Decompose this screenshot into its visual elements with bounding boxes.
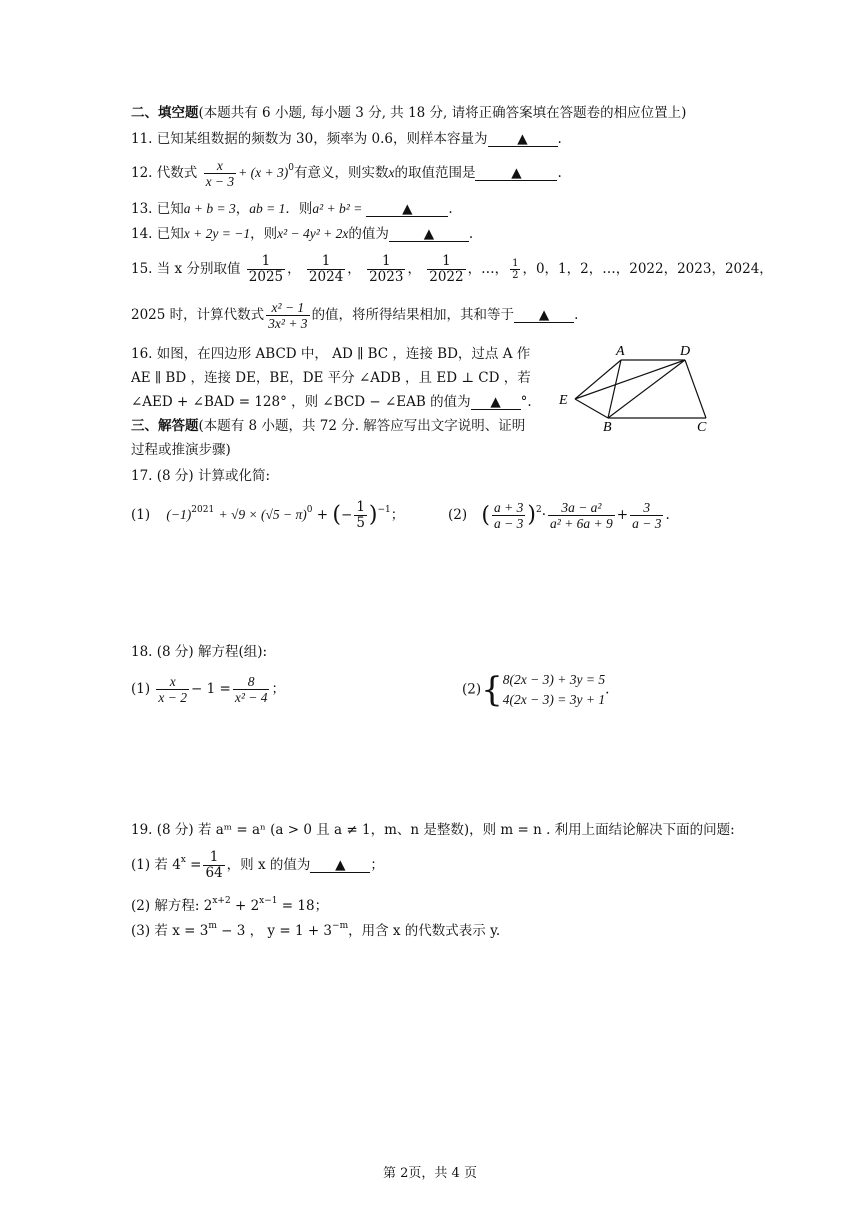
q19-p2c: = 18； xyxy=(277,898,329,914)
frac-den: 2025 xyxy=(248,269,284,285)
equation-1: 8(2x − 3) + 3y = 5 xyxy=(502,672,606,687)
answer-blank xyxy=(514,308,574,323)
label-B: B xyxy=(603,420,612,432)
q18-head: 18. (8 分) 解方程(组): xyxy=(131,644,268,660)
q13-sep: ， xyxy=(235,201,250,217)
question-15: 15. 当 x 分别取值 $\frac{1}{2025}$ ， $\frac{1}{2024}$ ， $\frac{1}{2023}$ ， $\frac{1}{2022}$ ，…， $\frac{1}{2}$ ，0，1，2，…，2022，2023，2024， xyxy=(131,253,773,285)
part-label: (1) xyxy=(131,681,151,697)
q15-mid: ，…， xyxy=(467,261,509,277)
triangle-mark: ▲ xyxy=(402,201,413,217)
q19-p2a: (2) 解方程: 2 xyxy=(131,898,213,914)
question-11: 11. 已知某组数据的频数为 30，频率为 0.6，则样本容量为 ▲ . xyxy=(131,131,562,147)
triangle-mark: ▲ xyxy=(490,394,501,410)
q17-part1 xyxy=(131,500,404,531)
frac-num: a + 3 xyxy=(494,500,524,515)
q19-head: 19. (8 分) 若 aᵐ = aⁿ (a > 0 且 a ≠ 1，m、n 是整数)，则 m = n . 利用上面结论解决下面的问题: xyxy=(131,822,735,838)
q17-p1-neg: − xyxy=(341,507,353,523)
frac-num: 1 xyxy=(261,253,271,269)
frac-den: x − 2 xyxy=(158,690,188,705)
q15-frac-3 xyxy=(367,254,405,285)
section3-title: 三、解答题 xyxy=(131,418,199,434)
q17-p1-exp: −1 xyxy=(377,505,391,515)
q17-p1-a: (−1) xyxy=(166,507,192,522)
q17-p1-b: + √9 × (√5 − π) xyxy=(218,507,307,522)
q19-p2-exp2: x−1 xyxy=(259,896,278,906)
paren-left: ( xyxy=(332,502,341,528)
q15-line2a: 2025 时，计算代数式 xyxy=(131,307,265,323)
frac-num: 8 xyxy=(247,674,255,689)
label-D: D xyxy=(680,344,691,359)
q16-line3-text: ∠AED + ∠BAD = 128° ，则 ∠BCD − ∠EAB 的值为 xyxy=(131,394,471,410)
q19-p2b: + 2 xyxy=(230,898,260,914)
q17-part2 xyxy=(448,500,670,531)
q17-p2-frac3 xyxy=(630,500,663,531)
page-footer: 第 2页，共 4 页 xyxy=(383,1166,477,1181)
section2-title: 二、填空题 xyxy=(131,105,199,121)
frac-den: 2022 xyxy=(429,269,464,285)
frac-num: 3a − a² xyxy=(561,500,602,515)
q19-p3-exp1: m xyxy=(208,921,217,931)
q19-p2-exp1: x+2 xyxy=(212,896,231,906)
frac-num: 1 xyxy=(381,253,391,269)
triangle-mark: ▲ xyxy=(335,857,346,873)
q15-line2b: 的值，将所得结果相加，其和等于 xyxy=(311,307,515,323)
q18-p1-end: ； xyxy=(271,681,285,697)
section3-desc1: (本题有 8 小题，共 72 分. 解答应写出文字说明、证明 xyxy=(198,418,526,434)
section2-header xyxy=(131,104,686,122)
q17-p1-a-exp: 2021 xyxy=(191,505,215,515)
q12-num: x xyxy=(216,158,223,173)
q19-p3a: (3) 若 x = 3 xyxy=(131,923,209,939)
frac-den: 2024 xyxy=(308,269,344,285)
q15-frac-half xyxy=(510,258,520,281)
q16-line3: ∠AED + ∠BAD = 128° ，则 ∠BCD − ∠EAB 的值为 ▲ °. xyxy=(131,394,532,410)
triangle-mark: ▲ xyxy=(538,307,550,323)
q12-plus: + (x + 3) xyxy=(238,165,289,180)
q13-eq2: ab = 1 xyxy=(249,201,286,216)
q17-p1-b-exp: 0 xyxy=(306,505,313,515)
q14-mid: ，则 xyxy=(250,226,278,242)
part-label: (2) xyxy=(448,507,468,523)
paren-right: ) xyxy=(527,502,536,528)
triangle-mark: ▲ xyxy=(423,226,435,242)
label-C: C xyxy=(697,420,707,432)
question-12: 12. 代数式 $\frac{x}{x - 3}$ + $(x + 3)^0$有意义，则实数x的取值范围是 ▲ . xyxy=(131,158,562,189)
q16-line2: AE ∥ BD ，连接 DE，BE，DE 平分 ∠ADB ，且 ED ⊥ CD ，若 xyxy=(131,370,531,386)
frac-num: 3 xyxy=(643,500,651,515)
frac-num: 1 xyxy=(209,849,219,865)
q17-p1-fraction xyxy=(354,500,367,531)
q14-tail: 的值为 xyxy=(348,226,389,242)
q15-lead: 15. 当 x 分别取值 xyxy=(131,261,241,277)
q17-p1-end: ； xyxy=(390,507,405,523)
q13-eq3: a² + b² = xyxy=(312,201,363,216)
question-14: 14. 已知x + 2y = −1，则x² − 4y² + 2x的值为 ▲ . xyxy=(131,226,474,242)
segment-EB xyxy=(575,399,608,418)
q19-p1b: = xyxy=(185,857,202,873)
q13-text: 13. 已知 xyxy=(131,201,184,217)
part-label: (1) xyxy=(131,507,151,523)
q19-p1c: ，则 x 的值为 xyxy=(226,857,311,873)
q15-expression xyxy=(266,300,309,331)
q18-part2 xyxy=(462,670,609,710)
question-13: 13. 已知a + b = 3，ab = 1．则a² + b² = ▲ . xyxy=(131,201,453,217)
frac-den: 2 xyxy=(512,270,519,281)
q19-p1d: ； xyxy=(370,857,384,873)
question-15-line2: 2025 时，计算代数式 $\frac{\text{x² − 1}}{\text{3x² + 3}}$ 的值，将所得结果相加，其和等于 ▲ . xyxy=(131,300,579,331)
section2-desc: (本题共有 6 小题, 每小题 3 分, 共 18 分, 请将正确答案填在答题卷的相应位置上) xyxy=(198,105,687,121)
answer-blank xyxy=(471,395,521,410)
q12-den: x − 3 xyxy=(205,174,235,189)
q12-tail2: 的取值范围是 xyxy=(394,165,476,181)
q19-part1 xyxy=(131,850,384,881)
q18-p1-mid: − 1 = xyxy=(191,681,231,697)
answer-blank xyxy=(488,132,558,147)
q15-frac-1 xyxy=(247,254,285,285)
q14-text: 14. 已知 xyxy=(131,226,184,242)
q13-eq1: a + b = 3 xyxy=(183,201,236,216)
equation-system xyxy=(503,670,605,710)
answer-blank xyxy=(366,202,448,217)
q19-p1-exp: x xyxy=(180,855,186,865)
q17-head: 17. (8 分) 计算或化简: xyxy=(131,468,271,484)
brace-left: { xyxy=(481,670,503,710)
q19-p3c: ，用含 x 的代数式表示 y. xyxy=(348,923,501,939)
section3-header xyxy=(131,417,525,435)
q14-eq1: x + 2y = −1 xyxy=(183,226,251,241)
answer-blank xyxy=(389,227,469,242)
label-A: A xyxy=(616,344,625,359)
answer-blank xyxy=(310,858,370,873)
q17-p2-frac1 xyxy=(492,500,525,531)
q13-mid: ．则 xyxy=(285,201,313,217)
q17-p2-end: . xyxy=(665,507,670,523)
q17-p2-square: 2 xyxy=(535,505,542,515)
triangle-mark: ▲ xyxy=(517,131,528,147)
q19-p3b: − 3 ， y = 1 + 3 xyxy=(216,923,333,939)
q14-eq2: x² − 4y² + 2x xyxy=(277,226,349,241)
q19-part2 xyxy=(131,892,328,915)
q12-var: x xyxy=(388,165,395,180)
q18-p1-frac2 xyxy=(233,674,270,705)
paren-left: ( xyxy=(481,502,491,528)
answer-blank xyxy=(475,166,557,181)
frac-den: 2023 xyxy=(369,269,404,285)
q18-p1-frac1 xyxy=(156,674,189,705)
q18-part1 xyxy=(131,674,285,705)
quadrilateral-figure xyxy=(553,342,723,432)
segment-ED xyxy=(575,360,685,399)
part-label: (2) xyxy=(462,681,482,698)
frac-num: x² − 1 xyxy=(271,300,305,315)
equation-2: 4(2x − 3) = 3y + 1 xyxy=(502,692,606,707)
q17-p2-frac2 xyxy=(548,500,615,531)
frac-den: a² + 6a + 9 xyxy=(550,516,613,531)
frac-num: x xyxy=(169,674,176,689)
label-E: E xyxy=(559,393,568,408)
q17-p2-plus: + xyxy=(616,507,629,523)
q12-fraction xyxy=(204,158,237,189)
q12-exp: 0 xyxy=(288,163,294,173)
paren-right: ) xyxy=(368,502,378,528)
q17-p1-plus: + xyxy=(316,507,329,523)
q15-frac-4 xyxy=(427,254,465,285)
frac-num: 1 xyxy=(356,499,365,515)
frac-den: x² − 4 xyxy=(234,690,268,705)
q11-text: 11. 已知某组数据的频数为 30，频率为 0.6，则样本容量为 xyxy=(131,131,488,147)
frac-den: 3x² + 3 xyxy=(268,316,308,331)
frac-den: a − 3 xyxy=(632,516,662,531)
segment-DC xyxy=(685,360,706,418)
q17-p2-dot: · xyxy=(541,507,547,523)
frac-num: 1 xyxy=(442,253,451,269)
triangle-mark: ▲ xyxy=(511,165,522,181)
q19-p3-exp2: −m xyxy=(332,921,349,931)
section3-desc2: 过程或推演步骤) xyxy=(131,442,231,458)
q12-lead: 12. 代数式 xyxy=(131,165,198,181)
frac-num: 1 xyxy=(512,258,519,269)
q15-list: ，0，1，2，…，2022，2023，2024， xyxy=(522,261,773,277)
q15-frac-2 xyxy=(307,254,345,285)
frac-den: a − 3 xyxy=(494,516,524,531)
q18-p2-end: . xyxy=(605,681,610,698)
q12-tail: 有意义，则实数 xyxy=(293,165,389,181)
q19-part3 xyxy=(131,917,500,940)
degree-sign: ° xyxy=(520,394,528,410)
frac-den: 5 xyxy=(356,515,365,531)
frac-num: 1 xyxy=(321,253,331,269)
q19-p1-fraction xyxy=(203,850,224,881)
q16-line1: 16. 如图，在四边形 ABCD 中， AD ∥ BC ，连接 BD，过点 A 作 xyxy=(131,346,531,362)
frac-den: 64 xyxy=(205,865,223,881)
q19-p1a: (1) 若 4 xyxy=(131,857,181,873)
